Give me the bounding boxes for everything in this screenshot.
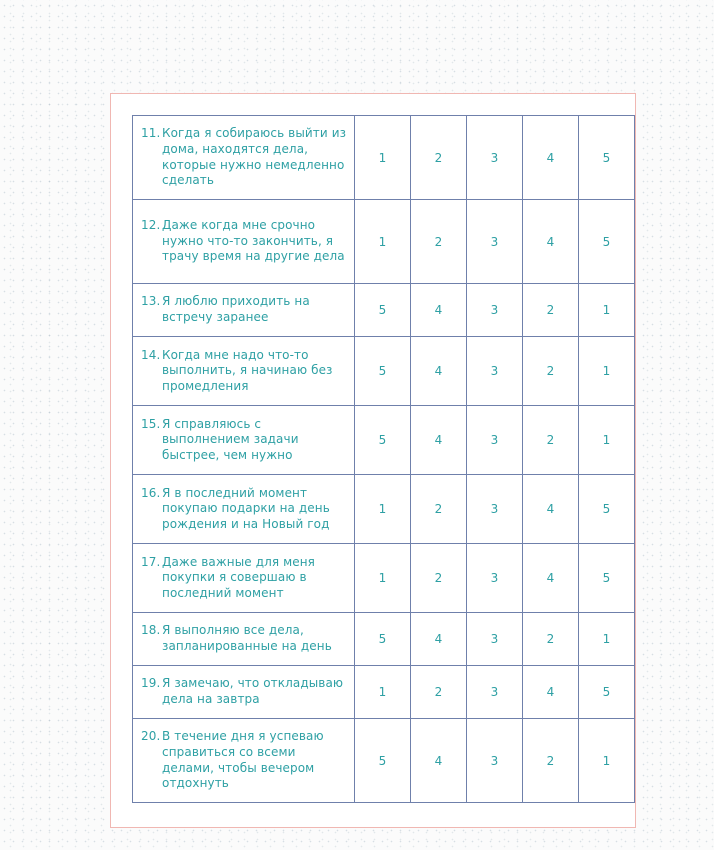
score-cell[interactable]: 3: [467, 475, 523, 544]
table-row: [133, 475, 635, 544]
score-cell[interactable]: 3: [467, 613, 523, 666]
score-cell[interactable]: 1: [579, 337, 635, 406]
score-cell[interactable]: 5: [579, 666, 635, 719]
question-cell: [133, 613, 355, 666]
score-cell[interactable]: 2: [523, 406, 579, 475]
score-cell[interactable]: 3: [467, 406, 523, 475]
score-cell[interactable]: 1: [579, 406, 635, 475]
question-text: В течение дня я успеваю справиться со всеми делами, чтобы вечером отдохнуть: [162, 729, 324, 791]
table-row: [133, 666, 635, 719]
table-row: [133, 719, 635, 803]
question-text: Даже важные для меня покупки я совершаю в последний момент: [162, 554, 315, 600]
score-cell[interactable]: 1: [355, 666, 411, 719]
question-number: 18.: [141, 623, 161, 638]
score-cell[interactable]: 3: [467, 337, 523, 406]
score-cell[interactable]: 5: [579, 544, 635, 613]
score-cell[interactable]: 2: [523, 719, 579, 803]
score-cell[interactable]: 4: [411, 719, 467, 803]
table-row: [133, 337, 635, 406]
question-cell: [133, 337, 355, 406]
question-number: 12.: [141, 218, 161, 233]
score-cell[interactable]: 3: [467, 719, 523, 803]
score-cell[interactable]: 4: [523, 544, 579, 613]
score-cell[interactable]: 1: [355, 544, 411, 613]
question-text: Когда я собираюсь выйти из дома, находятся дела, которые нужно немедленно сделать: [162, 126, 347, 188]
score-cell[interactable]: 3: [467, 284, 523, 337]
score-cell[interactable]: 2: [523, 613, 579, 666]
question-text: Я замечаю, что откладываю дела на завтра: [162, 676, 344, 706]
question-cell: [133, 475, 355, 544]
score-cell[interactable]: 5: [355, 406, 411, 475]
score-cell[interactable]: 2: [411, 544, 467, 613]
question-cell: [133, 719, 355, 803]
score-cell[interactable]: 5: [579, 200, 635, 284]
question-text: Я справляюсь с выполнением задачи быстрее, чем нужно: [162, 416, 299, 462]
question-text: Когда мне надо что-то выполнить, я начинаю без промедления: [162, 347, 333, 393]
score-cell[interactable]: 5: [355, 337, 411, 406]
score-cell[interactable]: 4: [411, 406, 467, 475]
score-cell[interactable]: 2: [523, 337, 579, 406]
score-cell[interactable]: 1: [355, 200, 411, 284]
score-cell[interactable]: 2: [523, 284, 579, 337]
question-number: 20.: [141, 729, 161, 744]
score-cell[interactable]: 3: [467, 544, 523, 613]
score-cell[interactable]: 1: [355, 116, 411, 200]
question-cell: [133, 666, 355, 719]
score-cell[interactable]: 2: [411, 200, 467, 284]
questionnaire-body: [133, 116, 635, 803]
table-row: [133, 613, 635, 666]
table-row: [133, 116, 635, 200]
question-number: 14.: [141, 347, 161, 362]
score-cell[interactable]: 5: [579, 116, 635, 200]
question-text: Даже когда мне срочно нужно что-то закончить, я трачу время на другие дела: [162, 218, 345, 264]
question-number: 13.: [141, 294, 161, 309]
score-cell[interactable]: 4: [523, 116, 579, 200]
table-row: [133, 544, 635, 613]
question-cell: [133, 406, 355, 475]
question-text: Я выполняю все дела, запланированные на день: [162, 623, 332, 653]
score-cell[interactable]: 5: [355, 719, 411, 803]
score-cell[interactable]: 2: [411, 475, 467, 544]
table-row: [133, 284, 635, 337]
table-row: [133, 200, 635, 284]
score-cell[interactable]: 4: [523, 475, 579, 544]
score-cell[interactable]: 3: [467, 200, 523, 284]
score-cell[interactable]: 3: [467, 666, 523, 719]
score-cell[interactable]: 1: [355, 475, 411, 544]
question-number: 16.: [141, 485, 161, 500]
question-cell: [133, 284, 355, 337]
score-cell[interactable]: 4: [411, 284, 467, 337]
question-text: Я люблю приходить на встречу заранее: [162, 294, 310, 324]
score-cell[interactable]: 4: [411, 337, 467, 406]
questionnaire-table: [132, 115, 635, 803]
question-number: 11.: [141, 126, 161, 141]
score-cell[interactable]: 5: [355, 284, 411, 337]
question-number: 15.: [141, 416, 161, 431]
score-cell[interactable]: 3: [467, 116, 523, 200]
score-cell[interactable]: 5: [355, 613, 411, 666]
question-cell: [133, 116, 355, 200]
question-text: Я в последний момент покупаю подарки на день рождения и на Новый год: [162, 485, 330, 531]
question-cell: [133, 544, 355, 613]
score-cell[interactable]: 5: [579, 475, 635, 544]
question-number: 17.: [141, 554, 161, 569]
question-cell: [133, 200, 355, 284]
table-row: [133, 406, 635, 475]
score-cell[interactable]: 1: [579, 284, 635, 337]
score-cell[interactable]: 1: [579, 613, 635, 666]
question-number: 19.: [141, 676, 161, 691]
score-cell[interactable]: 4: [523, 666, 579, 719]
score-cell[interactable]: 1: [579, 719, 635, 803]
score-cell[interactable]: 2: [411, 666, 467, 719]
score-cell[interactable]: 4: [411, 613, 467, 666]
score-cell[interactable]: 4: [523, 200, 579, 284]
score-cell[interactable]: 2: [411, 116, 467, 200]
